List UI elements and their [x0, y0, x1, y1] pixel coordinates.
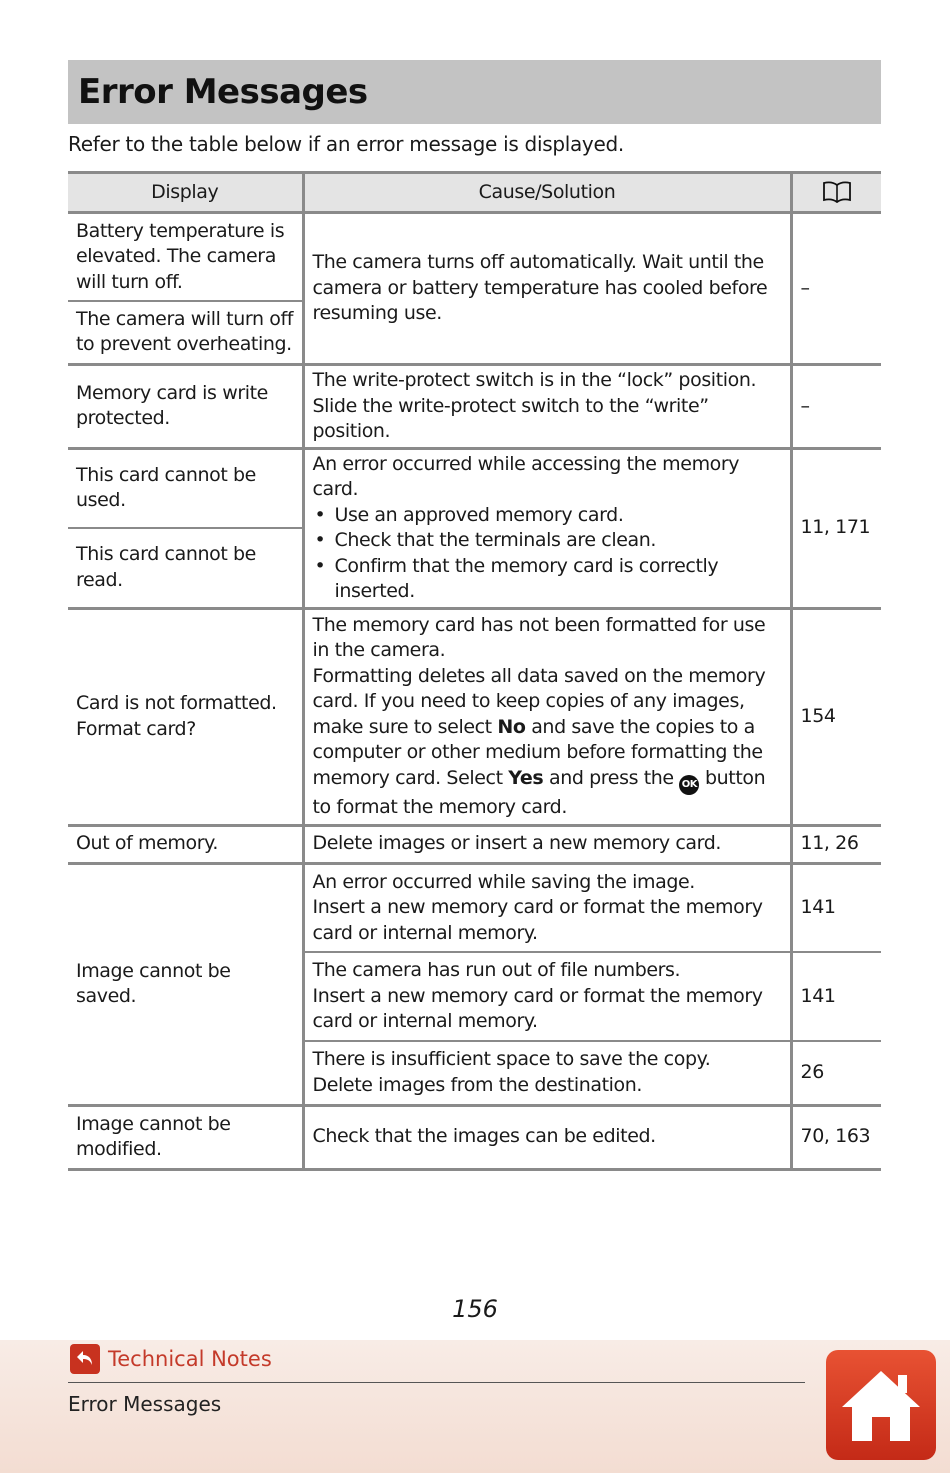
- cause-text: button to format the memory card.: [312, 766, 766, 818]
- cause-cell: Delete images or insert a new memory card.: [303, 825, 791, 863]
- bullet-item: • Check that the terminals are clean.: [313, 528, 782, 554]
- cause-line: The write-protect switch is in the “lock” position.: [312, 369, 757, 391]
- display-cell: This card cannot be used.: [68, 448, 303, 528]
- cause-cell: The camera turns off automatically. Wait until the camera or battery temperature has cooled before resuming use.: [303, 213, 791, 365]
- cause-bold-yes: Yes: [508, 766, 544, 789]
- display-cell: This card cannot be read.: [68, 528, 303, 608]
- cause-line: Insert a new memory card or format the memory card or internal memory.: [312, 896, 763, 944]
- cause-text: and save the copies to a computer or other medium before formatting the memory card. Select: [312, 715, 763, 789]
- cause-line: The memory card has not been formatted for use in the camera.: [312, 613, 766, 662]
- cause-bold-no: No: [497, 715, 526, 738]
- cause-cell: [303, 448, 791, 608]
- page-ref-cell: 26: [791, 1041, 881, 1105]
- ok-button-icon: OK: [679, 775, 699, 795]
- footer-section-title: Error Messages: [68, 1392, 222, 1416]
- breadcrumb-label[interactable]: Technical Notes: [108, 1347, 272, 1371]
- table-row: [68, 1105, 881, 1169]
- bullet-item: • Use an approved memory card.: [313, 503, 782, 529]
- cause-cell: [303, 365, 791, 449]
- cause-line: Delete images from the destination.: [312, 1073, 643, 1096]
- cause-line: An error occurred while saving the image.: [312, 870, 695, 893]
- cause-cell: [303, 1041, 791, 1105]
- cause-text: and press the: [548, 766, 674, 789]
- display-cell: Memory card is write protected.: [68, 365, 303, 449]
- display-cell: Card is not formatted. Format card?: [68, 608, 303, 825]
- intro-text: Refer to the table below if an error message is displayed.: [68, 132, 624, 156]
- book-icon: [822, 181, 852, 203]
- cause-line: An error occurred while accessing the memory card.: [312, 452, 740, 500]
- page-ref-cell: 141: [791, 863, 881, 952]
- page-ref-cell: 70, 163: [791, 1105, 881, 1169]
- breadcrumb-technical-notes[interactable]: [70, 1344, 272, 1374]
- home-button[interactable]: [826, 1350, 936, 1460]
- page-ref-cell: 11, 26: [791, 825, 881, 863]
- cause-line: The camera has run out of file numbers.: [312, 959, 681, 982]
- cause-text: Formatting deletes all data saved on the memory card. If you need to keep copies of any images, make sure to select: [312, 664, 766, 738]
- table-row: [68, 448, 881, 528]
- table-header-row: [68, 173, 881, 213]
- page-title: Error Messages: [78, 72, 368, 112]
- footer-divider: [68, 1382, 805, 1383]
- display-cell: Battery temperature is elevated. The camera will turn off.: [68, 213, 303, 301]
- cause-line: There is insufficient space to save the copy.: [312, 1048, 711, 1071]
- page-ref-cell: –: [791, 213, 881, 365]
- cause-paragraph: [313, 664, 782, 821]
- page-ref-cell: 11, 171: [791, 448, 881, 608]
- cause-line: Insert a new memory card or format the memory card or internal memory.: [312, 984, 763, 1033]
- table-row: [68, 863, 881, 952]
- table-row: [68, 825, 881, 863]
- header-page-ref: [791, 173, 881, 213]
- back-arrow-icon[interactable]: [70, 1344, 100, 1374]
- cause-line: Slide the write-protect switch to the “write” position.: [312, 394, 709, 442]
- display-cell: Image cannot be modified.: [68, 1105, 303, 1169]
- cause-cell: Check that the images can be edited.: [303, 1105, 791, 1169]
- table-row: [68, 608, 881, 825]
- cause-cell: [303, 863, 791, 952]
- display-cell: The camera will turn off to prevent overheating.: [68, 301, 303, 365]
- header-cause-solution: Cause/Solution: [303, 173, 791, 213]
- cause-cell: [303, 952, 791, 1041]
- error-messages-table: [68, 171, 881, 1171]
- home-icon[interactable]: [838, 1365, 924, 1445]
- page-ref-cell: 141: [791, 952, 881, 1041]
- cause-cell: [303, 608, 791, 825]
- title-bar: [68, 60, 881, 124]
- display-cell: Out of memory.: [68, 825, 303, 863]
- table-row: [68, 213, 881, 301]
- page-ref-cell: 154: [791, 608, 881, 825]
- page-ref-cell: –: [791, 365, 881, 449]
- page-number: 156: [452, 1295, 498, 1323]
- display-cell: Image cannot be saved.: [68, 863, 303, 1105]
- table-row: [68, 365, 881, 449]
- header-display: Display: [68, 173, 303, 213]
- bullet-item: • Confirm that the memory card is correctly inserted.: [313, 554, 782, 605]
